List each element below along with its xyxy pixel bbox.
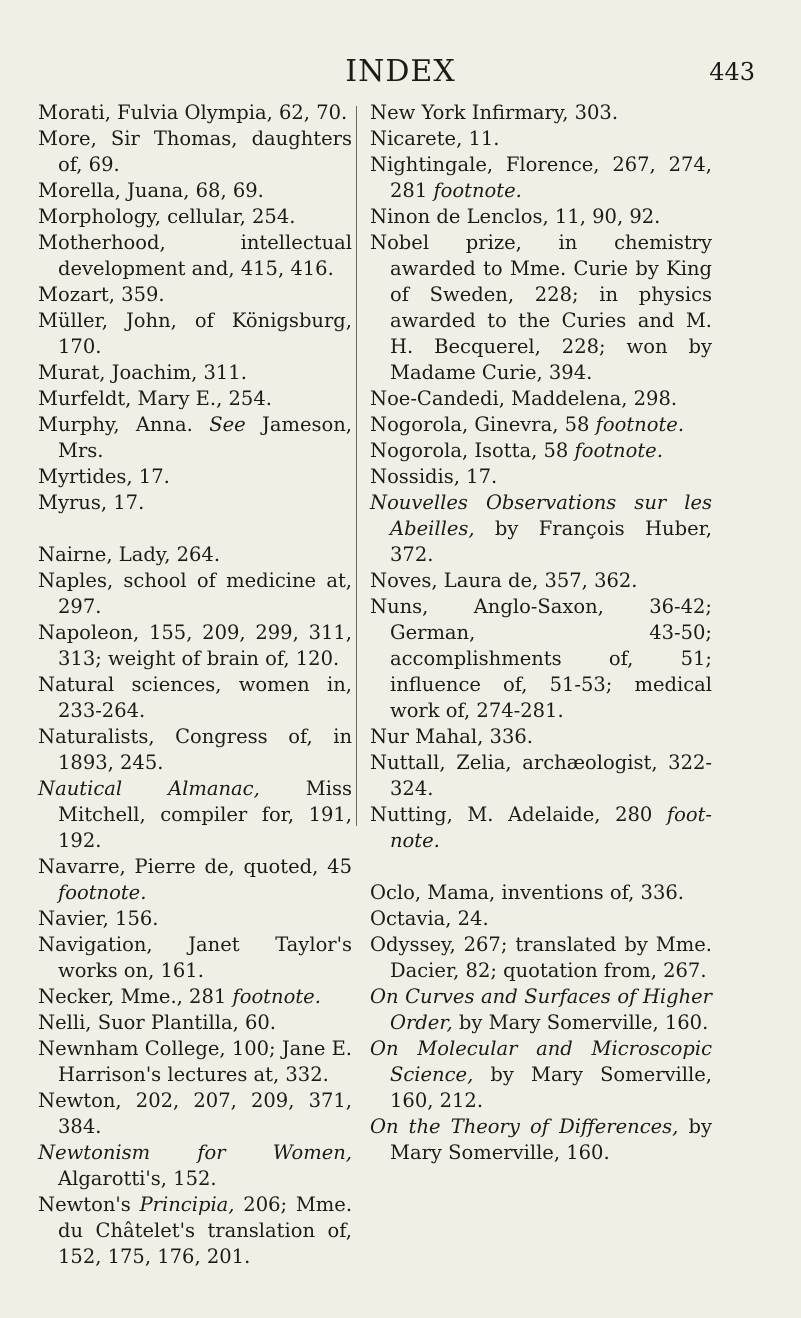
index-entry: Myrtides, 17. [38,465,170,488]
index-entry [370,152,712,204]
index-entry: Nur Mahal, 336. [370,725,533,748]
index-entry [38,412,352,464]
index-entry [38,854,352,906]
index-entry [370,412,712,438]
index-entry: Morella, Juana, 68, 69. [38,179,264,202]
index-entry: Ninon de Lenclos, 11, 90, 92. [370,205,661,228]
index-entry: Myrus, 17. [38,491,145,514]
index-entry [370,802,712,854]
index-entry [370,984,712,1036]
index-entry: Nossidis, 17. [370,465,498,488]
index-entry: Navier, 156. [38,907,159,930]
index-entry: Octavia, 24. [370,907,489,930]
footnote-label: footnote. [433,179,522,202]
index-entry: Murat, Joachim, 311. [38,361,247,384]
entry-rest: Jameson, Mrs. [58,413,352,462]
entry-main: Murphy, Anna. [38,413,193,436]
entry-rest: 206; Mme. du Châtelet's translation of, 152, 175, 176, 201. [58,1193,353,1268]
index-entry [370,438,712,464]
index-entry: Newton, 202, 207, 209, 371, 384. [38,1089,352,1138]
column-divider [356,106,357,826]
entry-main: Nightingale, Florence, 267, 274, 281 [370,153,712,202]
running-head [0,52,801,92]
index-entry: More, Sir Thomas, daughters of, 69. [38,127,352,176]
entry-main: Necker, Mme., 281 [38,985,227,1008]
index-entry: Oclo, Mama, inventions of, 336. [370,881,684,904]
index-entry: Naturalists, Congress of, in 1893, 245. [38,725,352,774]
book-title: Principia, [139,1193,235,1216]
book-title: On the Theory of Differences, [370,1115,679,1138]
cross-reference: See [209,413,246,436]
entry-main: Nogorola, Ginevra, 58 [370,413,590,436]
book-title: On Curves and Surfaces of Higher Order, [370,985,712,1034]
index-entry [38,1140,352,1192]
entry-main: Nogorola, Isotta, 58 [370,439,569,462]
entry-rest: Miss Mitchell, compiler for, 191, 192. [58,777,352,852]
index-entry: Napoleon, 155, 209, 299, 311, 313; weight of brain of, 120. [38,621,352,670]
entry-main: Nutting, M. Adelaide, 280 [370,803,653,826]
footnote-label: footnote. [232,985,321,1008]
entry-rest: by Mary Somerville, 160. [390,1115,713,1164]
index-entry: Motherhood, intellectual development and, 415, 416. [38,231,352,280]
index-entry [370,1114,712,1166]
entry-main: Navarre, Pierre de, quoted, 45 [38,855,352,878]
index-entry: Mozart, 359. [38,283,165,306]
index-entry: Nuttall, Zelia, archæologist, 322-324. [370,751,712,800]
index-entry: New York Infirmary, 303. [370,101,619,124]
index-entry: Nobel prize, in chemistry awarded to Mme. Curie by King of Sweden, 228; in physics awarded to the Curies and M. H. Becquerel, 228; won by Madame Curie, 394. [370,231,712,384]
index-entry: Noe-Candedi, Maddelena, 298. [370,387,678,410]
right-column [370,100,712,1166]
index-entry: Müller, John, of Königsburg, 170. [38,309,352,358]
left-column [38,100,352,1270]
index-entry: Nuns, Anglo-Saxon, 36-42; German, 43-50; accomplishments of, 51; influence of, 51-53; medical work of, 274-281. [370,595,712,722]
index-entry [38,984,352,1010]
index-entry: Morphology, cellular, 254. [38,205,296,228]
index-entry: Navigation, Janet Taylor's works on, 161. [38,933,352,982]
page-number: 443 [709,58,755,86]
index-entry: Noves, Laura de, 357, 362. [370,569,638,592]
entry-rest: Algarotti's, 152. [58,1167,217,1190]
index-entry: Odyssey, 267; translated by Mme. Dacier, 82; quotation from, 267. [370,933,712,982]
entry-rest: by Mary Somerville, 160, 212. [390,1063,712,1112]
index-entry [370,490,712,568]
index-entry: Nairne, Lady, 264. [38,543,221,566]
entry-rest: by François Huber, 372. [390,517,712,566]
index-entry: Nicarete, 11. [370,127,500,150]
index-entry: Natural sciences, women in, 233-264. [38,673,352,722]
index-entry: Morati, Fulvia Olympia, 62, 70. [38,101,348,124]
footnote-label: footnote. [58,881,147,904]
entry-rest: by Mary Somerville, 160. [458,1011,709,1034]
index-entry: Naples, school of medicine at, 297. [38,569,352,618]
book-title: Newtonism for Women, [38,1141,352,1164]
index-entry: Nelli, Suor Plantilla, 60. [38,1011,277,1034]
index-entry: Murfeldt, Mary E., 254. [38,387,272,410]
footnote-label: foot-note. [390,803,712,852]
index-entry [370,1036,712,1114]
book-title: Nouvelles Observations sur les Abeilles, [370,491,712,540]
entry-main: Newton's [38,1193,131,1216]
index-entry [38,1192,352,1270]
index-entry [38,776,352,854]
footnote-label: footnote. [595,413,685,436]
index-entry: Newnham College, 100; Jane E. Harrison's lectures at, 332. [38,1037,352,1086]
book-title: Nautical Almanac, [38,777,260,800]
section-gap [38,516,352,542]
section-gap [370,854,712,880]
page-title: INDEX [345,54,456,89]
book-title: On Molecular and Microscopic Science, [370,1037,712,1086]
footnote-label: footnote. [574,439,663,462]
